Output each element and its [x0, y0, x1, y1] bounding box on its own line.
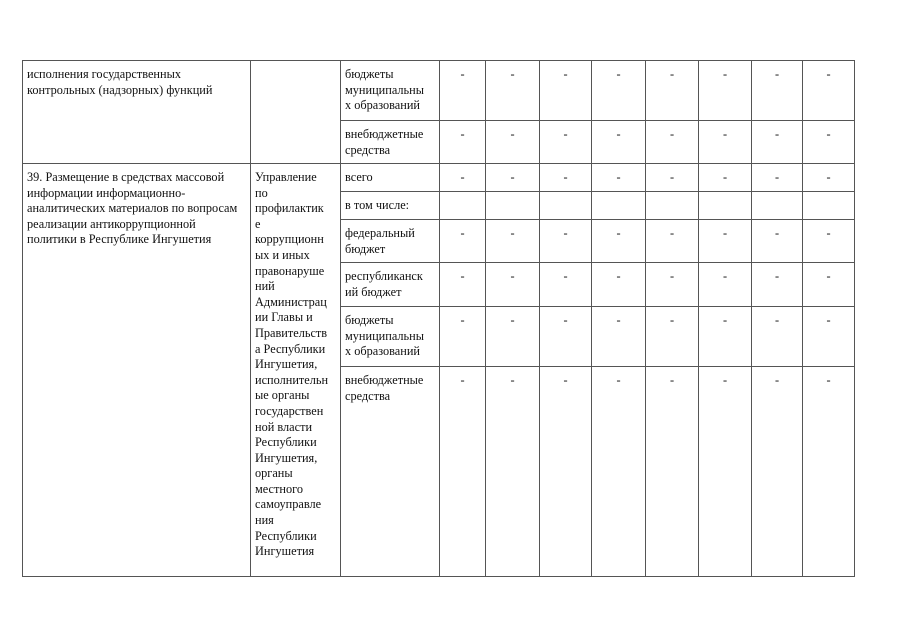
value-cell: -: [699, 307, 752, 367]
value-cell: -: [699, 121, 752, 164]
source-cell: бюджеты муниципальны х образований: [341, 61, 440, 121]
value-cell: [752, 192, 803, 220]
value-cell: -: [486, 367, 540, 577]
value-cell: -: [486, 263, 540, 307]
value-cell: [592, 192, 646, 220]
value-cell: -: [592, 61, 646, 121]
value-cell: -: [752, 61, 803, 121]
value-cell: -: [646, 61, 699, 121]
value-cell: [803, 192, 855, 220]
source-cell: республиканск ий бюджет: [341, 263, 440, 307]
value-cell: -: [646, 220, 699, 263]
value-cell: -: [440, 61, 486, 121]
value-cell: -: [803, 307, 855, 367]
value-cell: [699, 192, 752, 220]
value-cell: -: [486, 164, 540, 192]
source-cell: федеральный бюджет: [341, 220, 440, 263]
source-cell: бюджеты муниципальны х образований: [341, 307, 440, 367]
value-cell: -: [540, 263, 592, 307]
value-cell: -: [803, 61, 855, 121]
value-cell: -: [752, 263, 803, 307]
source-cell: внебюджетные средства: [341, 367, 440, 577]
value-cell: -: [752, 121, 803, 164]
value-cell: -: [646, 263, 699, 307]
value-cell: -: [540, 220, 592, 263]
value-cell: [440, 192, 486, 220]
value-cell: -: [486, 61, 540, 121]
value-cell: -: [592, 164, 646, 192]
value-cell: -: [486, 220, 540, 263]
value-cell: -: [440, 263, 486, 307]
table-row: [23, 164, 855, 192]
source-cell: всего: [341, 164, 440, 192]
value-cell: -: [540, 61, 592, 121]
value-cell: -: [592, 263, 646, 307]
value-cell: -: [540, 164, 592, 192]
value-cell: -: [540, 121, 592, 164]
value-cell: -: [440, 164, 486, 192]
value-cell: -: [699, 164, 752, 192]
value-cell: -: [592, 307, 646, 367]
value-cell: -: [540, 307, 592, 367]
value-cell: -: [440, 220, 486, 263]
activity-cell: исполнения государственных контрольных (надзорных) функций: [23, 61, 251, 164]
source-cell: внебюджетные средства: [341, 121, 440, 164]
table-row: [23, 61, 855, 121]
value-cell: -: [646, 307, 699, 367]
value-cell: -: [752, 367, 803, 577]
value-cell: -: [803, 367, 855, 577]
value-cell: -: [440, 307, 486, 367]
value-cell: -: [752, 307, 803, 367]
executor-cell: [251, 61, 341, 164]
value-cell: -: [699, 61, 752, 121]
value-cell: -: [752, 220, 803, 263]
value-cell: -: [646, 367, 699, 577]
value-cell: -: [699, 263, 752, 307]
value-cell: -: [440, 121, 486, 164]
value-cell: -: [803, 121, 855, 164]
value-cell: -: [699, 220, 752, 263]
value-cell: -: [803, 164, 855, 192]
value-cell: -: [803, 263, 855, 307]
value-cell: -: [646, 121, 699, 164]
value-cell: -: [646, 164, 699, 192]
value-cell: -: [803, 220, 855, 263]
executor-cell-39: Управление по профилактик е коррупционн ых и иных правонаруше ний Администрац ии Главы и Правительств а Республики Ингушетия, исполнительн ые органы государствен ной власти Республики Ингушетия, органы местного самоуправле ния Республики Ингушетия: [251, 164, 341, 577]
value-cell: -: [540, 367, 592, 577]
activity-cell-39: 39. Размещение в средствах массовой информации информационно-аналитических материалов по вопросам реализации антикоррупционной политики в Республике Ингушетия: [23, 164, 251, 577]
value-cell: -: [486, 307, 540, 367]
value-cell: [646, 192, 699, 220]
value-cell: [486, 192, 540, 220]
value-cell: -: [592, 367, 646, 577]
source-cell: в том числе:: [341, 192, 440, 220]
budget-table: [22, 60, 855, 577]
value-cell: [540, 192, 592, 220]
value-cell: -: [699, 367, 752, 577]
value-cell: -: [486, 121, 540, 164]
value-cell: -: [752, 164, 803, 192]
value-cell: -: [592, 121, 646, 164]
value-cell: -: [592, 220, 646, 263]
value-cell: -: [440, 367, 486, 577]
